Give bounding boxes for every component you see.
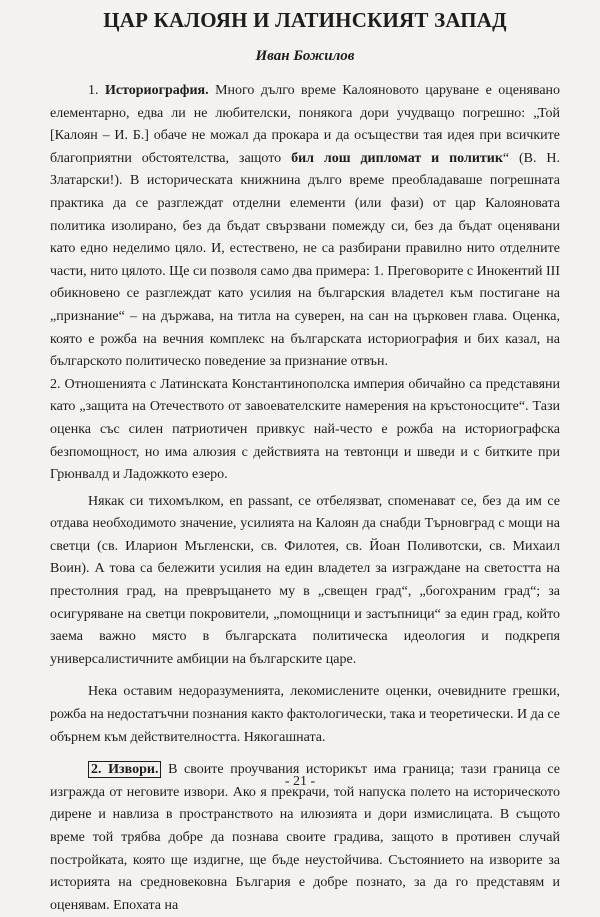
section-heading-historiography: Историография. <box>104 83 209 98</box>
paragraph-text: Много дълго време Калояновото царуване е оценявано елементарно, едва ли не любителски, понякога дори учудващо погрешно: „Той [Калоян – И. Б.] обаче не можал да прокара и да осъществи тая идея при всичките благоприятни обстоятелства, защото <box>50 83 561 166</box>
paragraph-text: В своите проучвания историкът има граница; тази граница се изгражда от неговите извори. Ако я прекрачи, той напуска полето на историческото дирене и навлиза в пространството на илюзията и дори измислицата. В същото време той трябва добре да познава своите градива, защото в противен случай постройката, която ще издигне, ще бъде неустойчива. Състоянието на изворите за историята на средновековна България е добре познато, за да го представям и оценявам. Епохата на <box>50 762 561 913</box>
section-heading-label: Извори. <box>108 762 159 778</box>
paragraph-text: “ (В. Н. Златарски!). В историческата книжнина дълго време преобладаваше погрешната практика да се разглеждат отделни елементи (или фази) от цар Калояновата политика изолирано, без да бъдат свързвани помежду си, без да бъдат оценявани като едно неделимо цяло. И, естествено, не са разбирани правилно нито отделните части, нито цялото. Ще си позволя само два примера: 1. Преговорите с Инокентий III обикновено се разглеждат като усилия на българския владетел към постигане на „признание“ – на държава, на титла на суверен, на сан на църковен глава. Оценка, която е рожба на вечния комплекс на българската историография и бих казал, на българското политическо поведение за признание отвън. <box>50 150 561 370</box>
article-author: Иван Божилов <box>255 48 355 64</box>
section-number: 2. <box>91 762 102 778</box>
article-title: ЦАР КАЛОЯН И ЛАТИНСКИЯТ ЗАПАД <box>103 8 507 32</box>
paragraph-latin-empire: 2. Отношенията с Латинската Константинополска империя обичайно са представяни като „защита на Отечеството от завоевателските намерения на кръстоносците“. Тази оценка със силен патриотичен привкус най-често е рожба на историографска безпомощност, но има алюзия с действията на тевтонци и шведи и с битките при Грюнвалд и Ладожкото езеро. <box>50 376 560 483</box>
paragraph-relics: Някак си тихомълком, en passant, се отбелязват, споменават се, без да им се отдава необходимото значение, усилията на Калоян да снабди Търновград с мощи на светци (св. Иларион Мъгленски, св. Филотея, св. Йоан Поливотски, св. Михаил Воин). А това са бележити усилия на един владетел за изграждане на светостта на престолния град, на превръщането му в „свещен град“, „богохраним град“; за осигуряване на светци покровители, „помощници и застъпници“ за един град, който заема важно място в българската политическа идеология и подкрепя универсалистичните амбиции на българските царе. <box>50 493 560 667</box>
emphasized-quote: бил лош дипломат и политик <box>291 150 503 166</box>
section-number: 1. <box>88 83 99 98</box>
paragraph-reality: Нека оставим недоразуменията, лекомислените оценки, очевидните грешки, рожба на недостатъчни познания както фактологически, така и теоретически. И да се обърнем към действителността. Някогашната. <box>50 684 561 745</box>
page-number: - 21 - <box>284 774 316 789</box>
paragraph-historiography <box>50 80 560 374</box>
